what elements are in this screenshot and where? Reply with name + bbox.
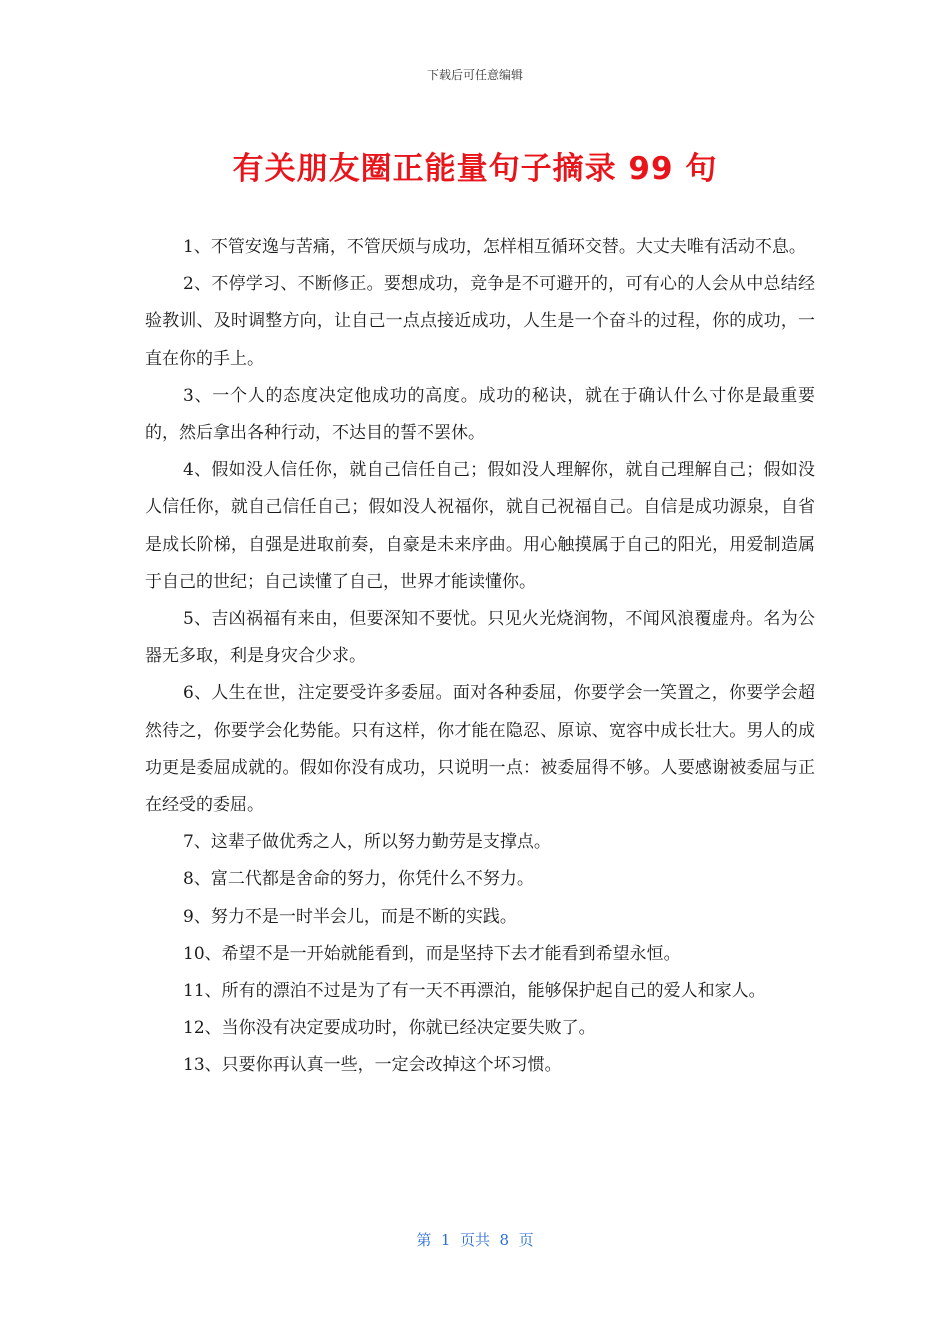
paragraph-8: 8、富二代都是舍命的努力，你凭什么不努力。 [183,869,534,890]
paragraph-3: 3、一个人的态度决定他成功的高度。成功的秘诀，就在于确认什么寸你是最重要的，然后拿出各种行动，不达目的誓不罢休。 [145,385,815,444]
paragraph-9: 9、努力不是一时半会儿，而是不断的实践。 [183,906,517,927]
document-title: 有关朋友圈正能量句子摘录 99 句 [232,151,718,187]
paragraph-2: 2、不停学习、不断修正。要想成功，竞争是不可避开的，可有心的人会从中总结经验教训、及时调整方向，让自己一点点接近成功，人生是一个奋斗的过程，你的成功，一直在你的手上。 [145,274,815,369]
paragraph-6: 6、人生在世，注定要受许多委屈。面对各种委屈，你要学会一笑置之，你要学会超然待之，你要学会化势能。只有这样，你才能在隐忍、原谅、宽容中成长壮大。男人的成功更是委屈成就的。假如你没有成功，只说明一点：被委屈得不够。人要感谢被委屈与正在经受的委屈。 [145,683,815,816]
page-footer: 第 1 页共 8 页 [416,1231,534,1249]
paragraph-4: 4、假如没人信任你，就自己信任自己；假如没人理解你，就自己理解自己；假如没人信任你，就自己信任自己；假如没人祝福你，就自己祝福自己。自信是成功源泉，自省是成长阶梯，自强是进取前奏，自豪是未来序曲。用心触摸属于自己的阳光，用爱制造属于自己的世纪；自己读懂了自己，世界才能读懂你。 [145,460,815,592]
paragraph-5: 5、吉凶祸福有来由，但要深知不要忧。只见火光烧润物，不闻风浪覆虚舟。名为公器无多取，利是身灾合少求。 [145,609,815,667]
paragraph-11: 11、所有的漂泊不过是为了有一天不再漂泊，能够保护起自己的爱人和家人。 [183,981,766,1002]
paragraph-12: 12、当你没有决定要成功时，你就已经决定要失败了。 [183,1018,596,1039]
paragraph-10: 10、希望不是一开始就能看到，而是坚持下去才能看到希望永恒。 [183,943,681,964]
paragraph-7: 7、这辈子做优秀之人，所以努力勤劳是支撑点。 [183,832,551,853]
paragraph-1: 1、不管安逸与苦痛，不管厌烦与成功，怎样相互循环交替。大丈夫唯有活动不息。 [183,237,806,257]
document-body [145,229,815,1085]
header-note: 下载后可任意编辑 [426,68,523,82]
paragraph-13: 13、只要你再认真一些，一定会改掉这个坏习惯。 [183,1055,562,1076]
